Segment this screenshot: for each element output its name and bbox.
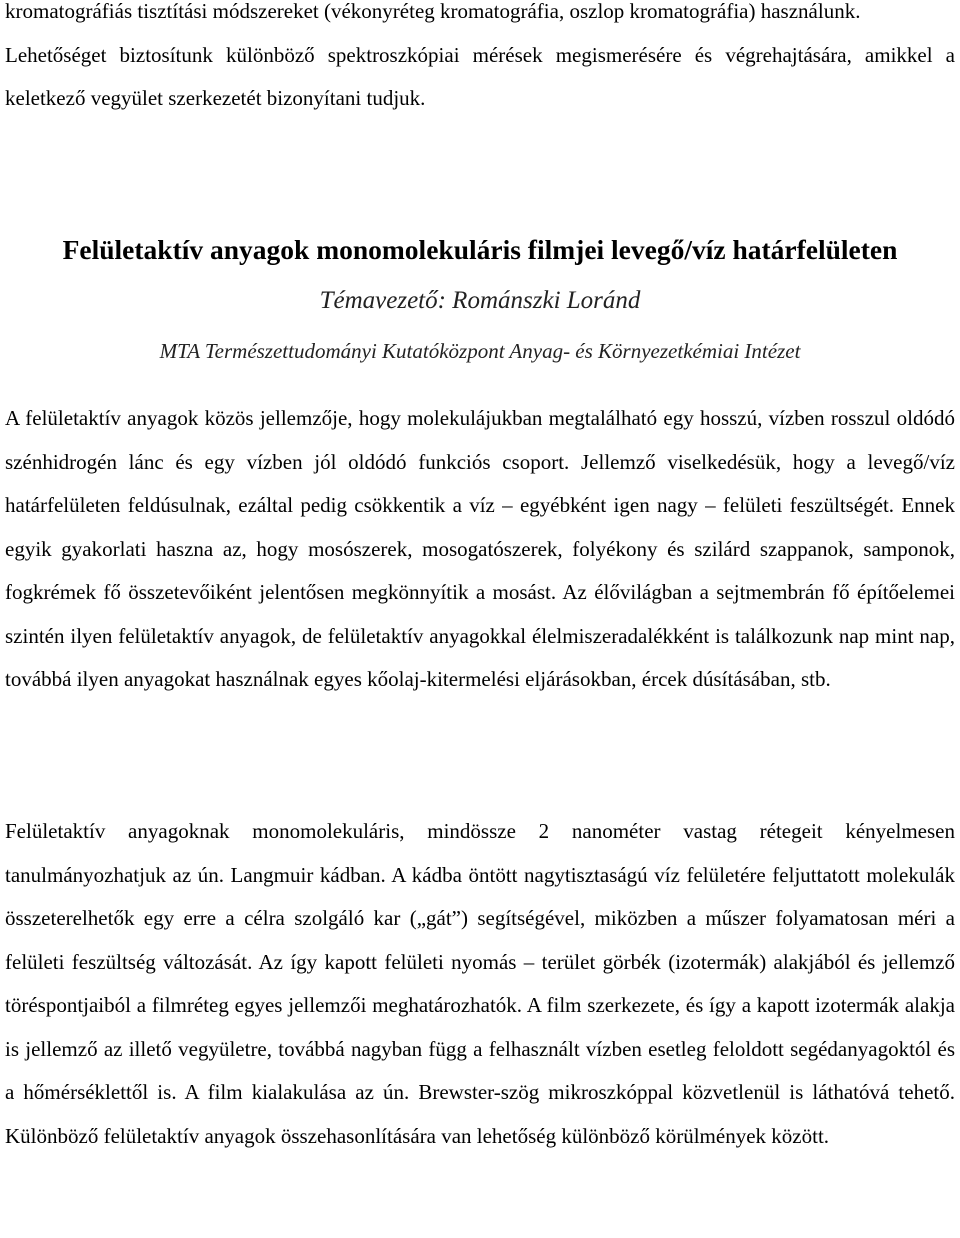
intro-paragraph-1: kromatográfiás tisztítási módszereket (vékonyréteg kromatográfia, oszlop kromatográfia) használunk. — [5, 0, 861, 23]
body-paragraph-1: A felületaktív anyagok közös jellemzője, hogy molekulájukban megtalálható egy hosszú, vízben rosszul oldódó szénhidrogén lánc és egy vízben jól oldódó funkciós csoport. Jellemző viselkedésük, hogy a levegő/víz határfelületen feldúsulnak, ezáltal pedig csökkentik a víz – egyébként igen nagy – felületi feszültségét. Ennek egyik gyakorlati haszna az, hogy mosószerek, mosogatószerek, folyékony és szilárd szappanok, samponok, fogkrémek fő összetevőiként jelentősen megkönnyítik a mosást. Az élővilágban a sejtmembrán fő építőelemei szintén ilyen felületaktív anyagok, de felületaktív anyagokkal élelmiszeradalékként is találkozunk nap mint nap, továbbá ilyen anyagokat használnak egyes kőolaj-kitermelési eljárásokban, ércek dúsításában, stb. — [5, 406, 955, 691]
body-paragraph-2: Felületaktív anyagoknak monomolekuláris, mindössze 2 nanométer vastag rétegeit kényelmesen tanulmányozhatjuk az ún. Langmuir kádban. A kádba öntött nagytisztaságú víz felületére feljuttatott molekulák összeterelhetők egy erre a célra szolgáló kar („gát”) segítségével, miközben a műszer folyamatosan méri a felületi feszültség változását. Az így kapott felületi nyomás – terület görbék (izotermák) alakjából és jellemző töréspontjaiból a filmréteg egyes jellemzői meghatározhatók. A film szerkezete, és így a kapott izotermák alakja is jellemző az illető vegyületre, továbbá nagyban függ a felhasznált vízben esetleg feloldott segédanyagoktól és a hőmérséklettől is. A film kialakulása az ún. Brewster-szög mikroszkóppal közvetlenül is láthatóvá tehető. Különböző felületaktív anyagok összehasonlítására van lehetőség különböző körülmények között. — [5, 819, 955, 1148]
section-title: Felületaktív anyagok monomolekuláris filmjei levegő/víz határfelületen — [62, 234, 898, 265]
intro-text — [5, 0, 955, 121]
institute-line: MTA Természettudományi Kutatóközpont Anyag- és Környezetkémiai Intézet — [159, 339, 801, 363]
intro-paragraph-2: Lehetőséget biztosítunk különböző spektroszkópiai mérések megismerésére és végrehajtására, amikkel a keletkező vegyület szerkezetét bizonyítani tudjuk. — [5, 42, 955, 110]
supervisor-line: Témavezető: Románszki Loránd — [319, 287, 641, 314]
